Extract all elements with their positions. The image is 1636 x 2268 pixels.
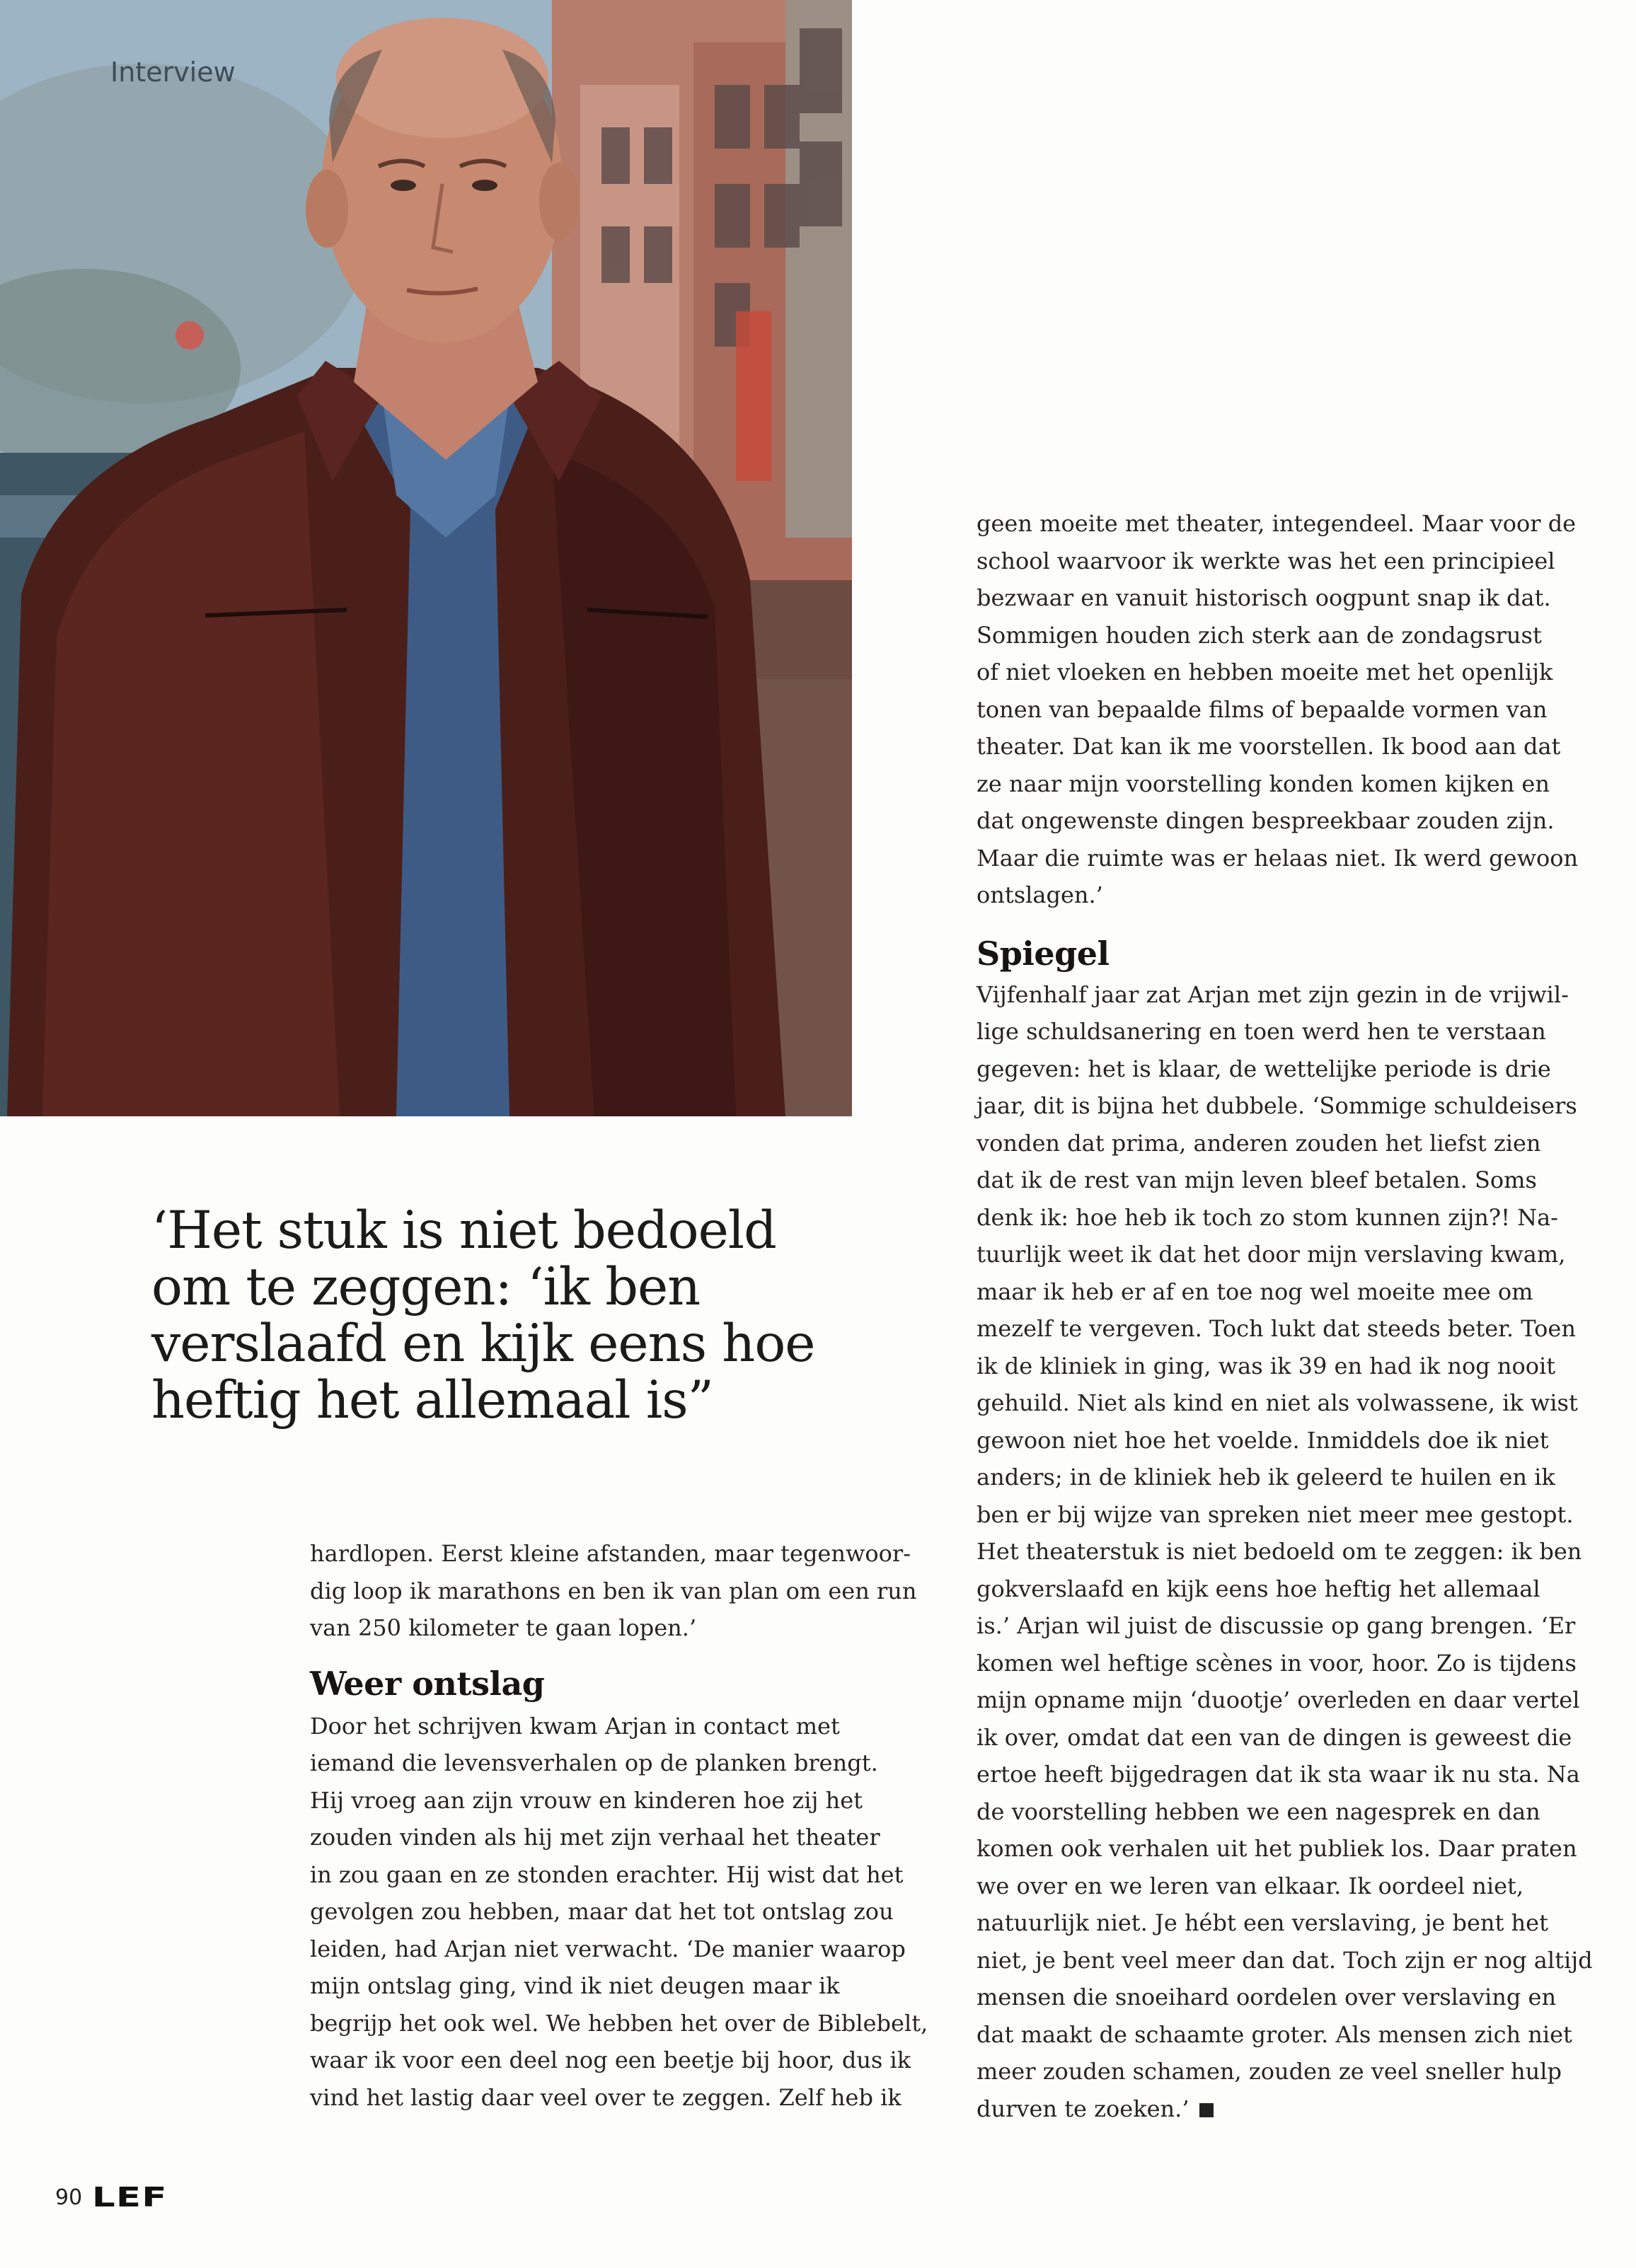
body-line: ze naar mijn voorstelling konden komen kijken en xyxy=(977,770,1550,797)
end-of-article-mark-icon xyxy=(1199,2103,1214,2117)
body-line: iemand die levensverhalen op de planken brengt. xyxy=(310,1749,878,1776)
body-line: dat maakt de schaamte groter. Als mensen zich niet xyxy=(977,2020,1572,2048)
section-heading-weer-ontslag: Weer ontslag xyxy=(310,1664,545,1703)
body-line: waar ik voor een deel nog een beetje bij hoor, dus ik xyxy=(310,2047,911,2073)
body-line: Door het schrijven kwam Arjan in contact met xyxy=(310,1712,840,1740)
body-line: ik de kliniek in ging, was ik 39 en had ik nog nooit xyxy=(977,1352,1556,1379)
pull-quote-line: om te zeggen: ‘ik ben xyxy=(151,1257,701,1317)
body-line: gokverslaafd en kijk eens hoe heftig het allemaal xyxy=(977,1575,1540,1602)
body-line: we over en we leren van elkaar. Ik oordeel niet, xyxy=(977,1872,1524,1899)
body-line: school waarvoor ik werkte was het een principieel xyxy=(977,547,1555,574)
body-line: gegeven: het is klaar, de wettelijke periode is drie xyxy=(977,1055,1551,1082)
body-line: maar ik heb er af en toe nog wel moeite mee om xyxy=(977,1278,1533,1305)
left-column xyxy=(310,1535,928,2116)
portrait-illustration xyxy=(0,0,852,1116)
section-heading-spiegel: Spiegel xyxy=(977,934,1110,973)
body-line: niet, je bent veel meer dan dat. Toch zijn er nog altijd xyxy=(977,1946,1593,1974)
body-line: de voorstelling hebben we een nagesprek en dan xyxy=(977,1798,1540,1825)
body-line: vind het lastig daar veel over te zeggen. Zelf heb ik xyxy=(310,2083,901,2111)
body-line: tuurlijk weet ik dat het door mijn verslaving kwam, xyxy=(977,1241,1566,1268)
last-body-line xyxy=(977,2090,1578,2128)
body-line: komen ook verhalen uit het publiek los. Daar praten xyxy=(977,1835,1577,1862)
body-line: meer zouden schamen, zouden ze veel sneller hulp xyxy=(977,2058,1562,2085)
body-line: Vijfenhalf jaar zat Arjan met zijn gezin in de vrijwil- xyxy=(977,980,1569,1008)
pull-quote xyxy=(151,1200,901,1430)
body-line: van 250 kilometer te gaan lopen.’ xyxy=(310,1614,697,1641)
body-line: ontslagen.’ xyxy=(977,881,1103,908)
body-line: dat ik de rest van mijn leven bleef betalen. Soms xyxy=(977,1167,1537,1193)
body-line: Het theaterstuk is niet bedoeld om te zeggen: ik ben xyxy=(977,1538,1582,1565)
body-line: lige schuldsanering en toen werd hen te verstaan xyxy=(977,1018,1546,1045)
page-footer xyxy=(55,2182,168,2213)
body-line: of niet vloeken en hebben moeite met het openlijk xyxy=(977,659,1553,685)
body-line: vonden dat prima, anderen zouden het liefst zien xyxy=(977,1129,1541,1157)
body-line: komen wel heftige scènes in voor, hoor. Zo is tijdens xyxy=(977,1649,1577,1677)
body-line: denk ik: hoe heb ik toch zo stom kunnen zijn?! Na- xyxy=(977,1203,1558,1231)
pull-quote-line: ‘Het stuk is niet bedoeld xyxy=(151,1200,776,1261)
body-line: dat ongewenste dingen bespreekbaar zouden zijn. xyxy=(977,807,1555,834)
body-line: mensen die snoeihard oordelen over verslaving en xyxy=(977,1984,1557,2010)
pull-quote-line: heftig het allemaal is” xyxy=(151,1370,713,1430)
body-line: theater. Dat kan ik me voorstellen. Ik bood aan dat xyxy=(977,733,1561,760)
body-line: leiden, had Arjan niet verwacht. ‘De manier waarop xyxy=(310,1935,906,1962)
body-line: dig loop ik marathons en ben ik van plan om een run xyxy=(310,1577,917,1604)
body-line: bezwaar en vanuit historisch oogpunt snap ik dat. xyxy=(977,584,1551,611)
body-line: gewoon niet hoe het voelde. Inmiddels doe ik niet xyxy=(977,1426,1549,1454)
body-line: begrijp het ook wel. We hebben het over de Biblebelt, xyxy=(310,2009,928,2037)
body-line: mezelf te vergeven. Toch lukt dat steeds beter. Toen xyxy=(977,1315,1576,1342)
body-line: natuurlijk niet. Je hébt een verslaving, je bent het xyxy=(977,1909,1548,1936)
body-line: anders; in de kliniek heb ik geleerd te huilen en ik xyxy=(977,1464,1555,1491)
magazine-logo: LEF xyxy=(92,2182,168,2213)
body-line: gevolgen zou hebben, maar dat het tot ontslag zou xyxy=(310,1898,894,1925)
body-line: geen moeite met theater, integendeel. Maar voor de xyxy=(977,510,1577,537)
body-line: Maar die ruimte was er helaas niet. Ik werd gewoon xyxy=(977,844,1579,872)
body-line: mijn ontslag ging, vind ik niet deugen maar ik xyxy=(310,1972,840,1999)
body-line: Hij vroeg aan zijn vrouw en kinderen hoe zij het xyxy=(310,1786,863,1814)
body-line: ben er bij wijze van spreken niet meer mee gestopt. xyxy=(977,1500,1574,1528)
portrait-photo xyxy=(0,0,852,1116)
body-line: jaar, dit is bijna het dubbele. ‘Sommige schuldeisers xyxy=(977,1092,1577,1119)
pull-quote-line: verslaafd en kijk eens hoe xyxy=(151,1314,815,1374)
body-line: gehuild. Niet als kind en niet als volwassene, ik wist xyxy=(977,1389,1578,1416)
right-column xyxy=(977,505,1593,2127)
body-line: Sommigen houden zich sterk aan de zondagsrust xyxy=(977,621,1542,649)
body-line: hardlopen. Eerst kleine afstanden, maar tegenwoor- xyxy=(310,1540,911,1567)
body-line: mijn opname mijn ‘duootje’ overleden en daar vertel xyxy=(977,1686,1580,1713)
body-line: is.’ Arjan wil juist de discussie op gang brengen. ‘Er xyxy=(977,1612,1576,1639)
body-line-text: durven te zoeken.’ xyxy=(977,2095,1189,2122)
body-line: ertoe heeft bijgedragen dat ik sta waar ik nu sta. Na xyxy=(977,1761,1580,1788)
page-number: 90 xyxy=(55,2185,83,2210)
body-line: zouden vinden als hij met zijn verhaal het theater xyxy=(310,1824,880,1851)
body-line: tonen van bepaalde films of bepaalde vormen van xyxy=(977,695,1548,723)
body-line: ik over, omdat dat een van de dingen is geweest die xyxy=(977,1723,1572,1751)
body-line: in zou gaan en ze stonden erachter. Hij wist dat het xyxy=(310,1861,904,1888)
section-label: Interview xyxy=(110,57,236,88)
